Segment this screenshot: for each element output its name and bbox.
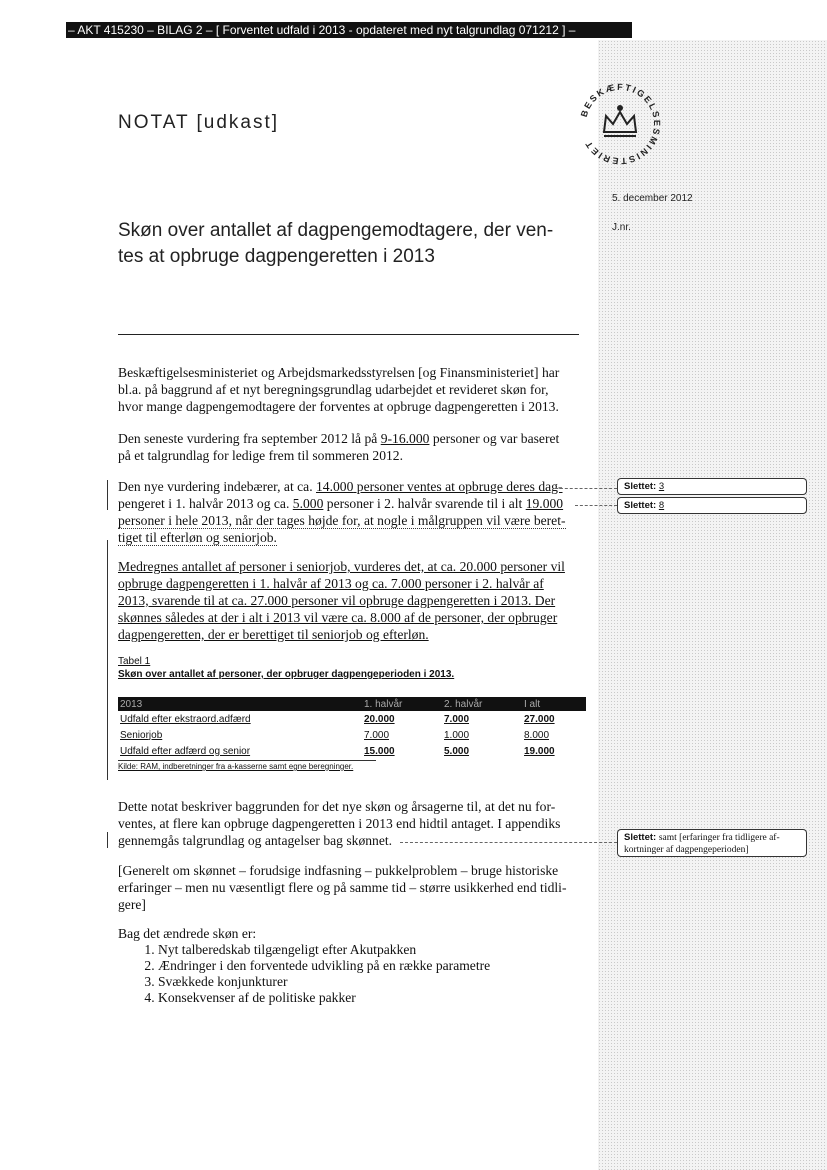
- table-title: Skøn over antallet af personer, der opbruger dagpengeperioden i 2013.: [118, 669, 455, 680]
- paragraph-general: [118, 862, 588, 913]
- paragraph-intro: [118, 364, 588, 415]
- document-date: 5. december 2012: [612, 193, 693, 204]
- text-line: [Generelt om skønnet – forudsige indfasning – pukkelproblem – bruge historiske: [118, 863, 559, 878]
- estimate-table: [118, 697, 586, 759]
- text-line: gennemgås talgrundlag og antagelser bag skønnet.: [118, 833, 393, 848]
- change-bar: [107, 832, 108, 848]
- table-cell: 27.000: [524, 713, 555, 725]
- ministry-seal: [570, 74, 670, 174]
- journal-number: J.nr.: [612, 222, 631, 233]
- text-line: skønnes således at der i alt i 2013 vil være ca. 8.000 af de personer, der opbruger: [118, 610, 558, 625]
- table-header-cell: 2013: [118, 697, 362, 711]
- paragraph-previous-estimate: [118, 430, 588, 464]
- comment-deleted-3[interactable]: Slettet: samt [erfaringer fra tidligere af- kortninger af dagpengeperioden]: [617, 829, 807, 857]
- text-line: Medregnes antallet af personer i seniorjob, vurderes det, at ca. 20.000 personer vil: [118, 559, 565, 574]
- text-line: tiget til efterløn og seniorjob.: [118, 530, 277, 545]
- table-cell: 19.000: [524, 745, 555, 757]
- table-source: Kilde: RAM, indberetninger fra a-kasserne samt egne beregninger.: [118, 760, 376, 771]
- estimate-second-half: 5.000: [292, 496, 324, 511]
- text-line: dagpengeretten, der er berettiget til seniorjob og efterløn.: [118, 627, 429, 642]
- notat-label: NOTAT [udkast]: [118, 112, 280, 133]
- seal-text: BESKÆFTIGELSESMINISTERIET: [578, 81, 663, 167]
- table-header-row: [118, 697, 586, 711]
- text-line: ventes, at flere kan opbruge dagpengeretten i 2013 end hidtil antaget. I appendiks: [118, 816, 561, 831]
- text-line: Dette notat beskriver baggrunden for det nye skøn og årsagerne til, at det nu for-: [118, 799, 556, 814]
- table-cell: 15.000: [364, 745, 395, 757]
- list-item: 2. Ændringer i den forventede udvikling på en række parametre: [158, 958, 490, 974]
- table-caption: Tabel 1: [118, 656, 151, 667]
- title-line: Skøn over antallet af dagpengemodtagere, der ven-: [118, 220, 554, 241]
- table-header-cell: 2. halvår: [442, 697, 522, 711]
- comment-connector: [575, 505, 617, 506]
- paragraph-seniorjob: [118, 558, 588, 643]
- change-bar: [107, 480, 108, 510]
- list-intro: Bag det ændrede skøn er:: [118, 926, 257, 941]
- list-item: 1. Nyt talberedskab tilgængeligt efter Akutpakken: [158, 942, 490, 958]
- title-divider: [118, 334, 579, 335]
- text-line: erfaringer – men nu væsentligt flere og på samme tid – større usikkerhed end tidli-: [118, 880, 567, 895]
- table-cell: Seniorjob: [120, 729, 163, 741]
- crown-icon: [604, 106, 636, 136]
- comment-deleted-1[interactable]: Slettet: 3: [617, 478, 807, 495]
- paragraph-new-estimate: [118, 478, 588, 546]
- list-item: 4. Konsekvenser af de politiske pakker: [158, 990, 490, 1006]
- table-cell: 7.000: [444, 713, 470, 725]
- document-title: [118, 218, 578, 270]
- paragraph-purpose: [118, 798, 588, 849]
- table-cell: 8.000: [524, 729, 550, 741]
- previous-range: 9-16.000: [380, 431, 430, 446]
- title-line: tes at opbruge dagpengeretten i 2013: [118, 246, 435, 267]
- estimate-total: 19.000: [525, 496, 564, 511]
- reasons-list: [118, 926, 490, 1006]
- table-cell: 5.000: [444, 745, 470, 757]
- comment-connector: [555, 488, 617, 489]
- table-cell: 20.000: [364, 713, 395, 725]
- table-row: [118, 711, 586, 727]
- svg-text:BESKÆFTIGELSESMINISTERIET: [579, 82, 662, 166]
- list-item: 3. Svækkede konjunkturer: [158, 974, 490, 990]
- text-line: personer i hele 2013, når der tages højde for, at nogle i målgruppen vil være beret-: [118, 513, 566, 528]
- table-cell: 7.000: [364, 729, 390, 741]
- table-header-cell: I alt: [522, 697, 586, 711]
- comment-margin: [598, 40, 827, 1170]
- change-bar: [107, 540, 108, 780]
- table-header-cell: 1. halvår: [362, 697, 442, 711]
- table-row: [118, 727, 586, 743]
- text-line: Beskæftigelsesministeriet og Arbejdsmarkedsstyrelsen [og Finansministeriet] har: [118, 365, 560, 380]
- comment-deleted-2[interactable]: Slettet: 8: [617, 497, 807, 514]
- text-line: pengeret i 1. halvår 2013 og ca. 5.000 personer i 2. halvår svarende til i alt 19.000: [118, 496, 564, 511]
- table-row: [118, 743, 586, 759]
- text-line: gere]: [118, 897, 146, 912]
- text-line: på et talgrundlag for ledige frem til sommeren 2012.: [118, 448, 404, 463]
- text-line: Den nye vurdering indebærer, at ca. 14.000 personer ventes at opbruge deres dag-: [118, 479, 563, 494]
- document-header-bar: – AKT 415230 – BILAG 2 – [ Forventet udfald i 2013 - opdateret med nyt talgrundlag 071212 ] –: [66, 22, 632, 38]
- table-cell: Udfald efter adfærd og senior: [120, 745, 251, 757]
- text-line: hvor mange dagpengemodtagere der forventes at opbruge dagpengeretten i 2013.: [118, 399, 559, 414]
- table-cell: Udfald efter ekstraord.adfærd: [120, 713, 251, 725]
- text-line: 2013, svarende til at ca. 27.000 personer vil opbruge dagpengeretten i 2013. Der: [118, 593, 556, 608]
- text-line: Den seneste vurdering fra september 2012 lå på 9-16.000 personer og var baseret: [118, 431, 560, 446]
- estimate-first-half: 14.000: [316, 479, 354, 494]
- text-line: opbruge dagpengeretten i 1. halvår af 2013 og ca. 7.000 personer i 2. halvår af: [118, 576, 544, 591]
- text-line: bl.a. på baggrund af et nyt beregningsgrundlag udarbejdet et revideret skøn for,: [118, 382, 549, 397]
- table-cell: 1.000: [444, 729, 470, 741]
